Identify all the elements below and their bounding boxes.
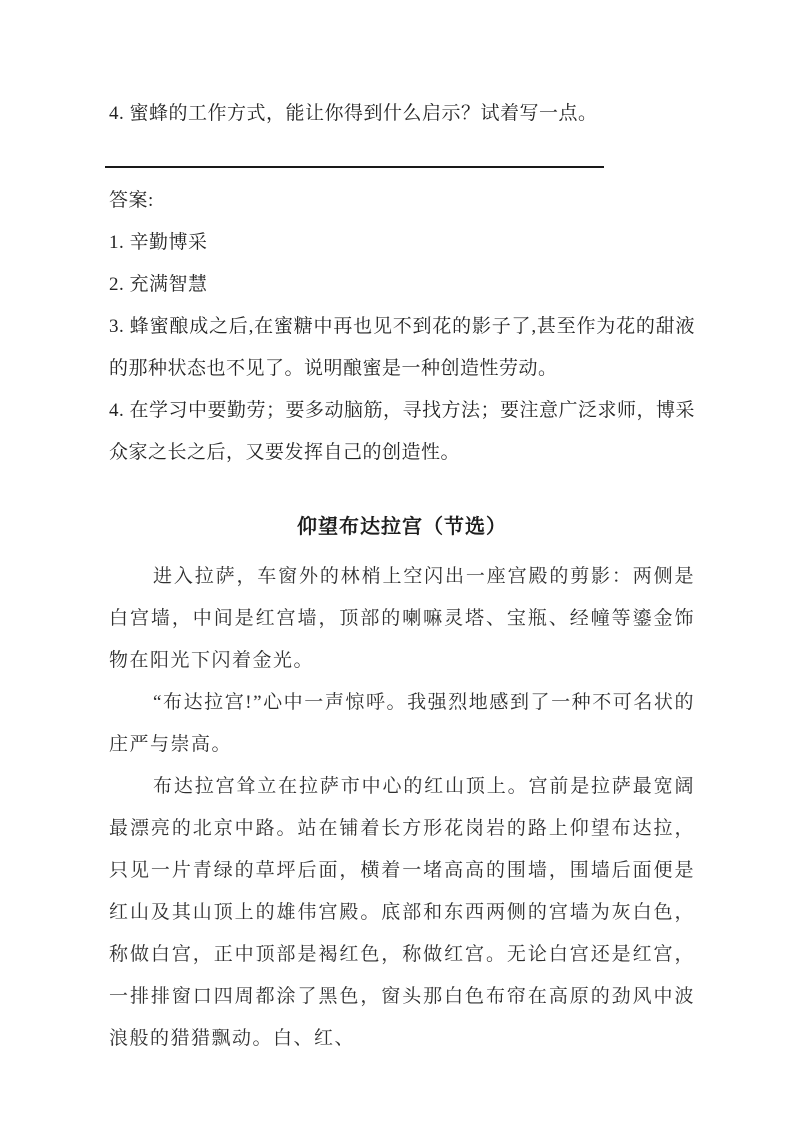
- reading-paragraph-3: 布达拉宫耸立在拉萨市中心的红山顶上。宫前是拉萨最宽阔最漂亮的北京中路。站在铺着长方形花岗岩的路上仰望布达拉，只见一片青绿的草坪后面，横着一堵高高的围墙，围墙后面便是红山及其山顶上的雄伟宫殿。底部和东西两侧的宫墙为灰白色，称做白宫，正中顶部是褐红色，称做红宫。无论白宫还是红宫，一排排窗口四周都涂了黑色，窗头那白色布帘在高原的劲风中波浪般的猎猎飘动。白、红、: [109, 776, 695, 1049]
- reading-section: [109, 506, 695, 1060]
- answer-item-1: 1. 辛勤博采: [109, 232, 208, 253]
- question-section: [109, 100, 695, 474]
- question-text: 4. 蜜蜂的工作方式，能让你得到什么启示？试着写一点。: [109, 103, 598, 124]
- answer-item-4: 4. 在学习中要勤劳；要多动脑筋，寻找方法；要注意广泛求师，博采众家之长之后，又要发挥自己的创造性。: [109, 400, 696, 463]
- reading-title: 仰望布达拉宫（节选）: [297, 516, 507, 538]
- answer-item-2: 2. 充满智慧: [109, 274, 208, 295]
- reading-paragraph-2: “布达拉宫!”心中一声惊呼。我强烈地感到了一种不可名状的庄严与崇高。: [109, 692, 695, 755]
- answer-item-3: 3. 蜂蜜酿成之后,在蜜糖中再也见不到花的影子了,甚至作为花的甜液的那种状态也不见了。说明酿蜜是一种创造性劳动。: [109, 316, 695, 379]
- answers-label: 答案:: [109, 190, 154, 211]
- reading-paragraph-1: 进入拉萨，车窗外的林梢上空闪出一座宫殿的剪影：两侧是白宫墙，中间是红宫墙，顶部的喇嘛灵塔、宝瓶、经幢等鎏金饰物在阳光下闪着金光。: [109, 566, 695, 671]
- section-divider: [105, 166, 604, 168]
- answers-section: [109, 180, 695, 474]
